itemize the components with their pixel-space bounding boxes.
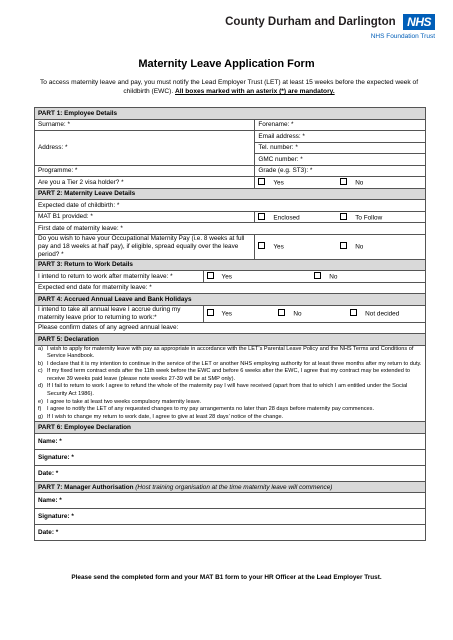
declaration-item: e) I agree to take at least two weeks compulsory maternity leave.: [38, 398, 202, 405]
checkbox-icon[interactable]: [340, 242, 347, 249]
intro-body: To access maternity leave and pay, you must notify the Lead Employer Trust (LET) at least 15 weeks before the expected week of childbirth (EWC).: [39, 79, 419, 95]
tier2-yes-option[interactable]: [258, 178, 340, 187]
return-options: [203, 271, 425, 283]
ocp-yes-option[interactable]: [258, 242, 340, 251]
checkbox-icon[interactable]: [258, 213, 265, 220]
footer-instruction: Please send the completed form and your MAT B1 form to your HR Officer at the Lead Employer Trust.: [71, 574, 382, 581]
employee-signature-field[interactable]: Signature: *: [35, 449, 426, 465]
checkbox-icon[interactable]: [340, 213, 347, 220]
part2-heading: PART 2: Maternity Leave Details: [35, 188, 426, 200]
part5-heading: PART 5: Declaration: [35, 334, 426, 346]
yes-label: Yes: [221, 273, 232, 281]
accrue-question: I intend to take all annual leave I accrue during my maternity leave prior to returning to work:*: [35, 305, 204, 322]
declaration-item: c) If my fixed term contract ends after the 11th week before the EWC and before 6 weeks after the EWC, I agree that my contract may be extended to receive 39 weeks paid leave (please note weeks 27-39 will be at SMP only).: [38, 368, 411, 382]
declaration-item: f) I agree to notify the LET of any requested changes to my pay arrangements no later than 28 days before maternity pay commences.: [38, 406, 375, 413]
grade-field[interactable]: Grade (e.g. ST3): *: [255, 165, 426, 177]
accrue-yes-option[interactable]: [207, 309, 279, 318]
application-form: [34, 107, 426, 541]
yes-label: Yes: [273, 179, 284, 187]
accrue-no-option[interactable]: [278, 309, 350, 318]
enclosed-label: Enclosed: [273, 214, 300, 221]
yes-label: Yes: [221, 310, 232, 318]
tier2-options: [255, 177, 426, 189]
gmc-field[interactable]: GMC number: *: [255, 154, 426, 166]
not-decided-label: Not decided: [365, 310, 400, 318]
matb1-enclosed-option[interactable]: [258, 213, 340, 222]
matb1-options: [255, 211, 426, 223]
intro-text: [30, 78, 428, 96]
declaration-item: g) If I wish to change my return to work date, I agree to give at least 28 days’ notice of the change.: [38, 413, 284, 420]
checkbox-icon[interactable]: [278, 309, 285, 316]
matb1-question: MAT B1 provided: *: [35, 211, 255, 223]
checkbox-icon[interactable]: [207, 272, 214, 279]
part6-heading: PART 6: Employee Declaration: [35, 422, 426, 434]
accrue-options: [203, 305, 425, 322]
childbirth-date-field[interactable]: Expected date of childbirth: *: [35, 200, 426, 212]
email-field[interactable]: Email address: *: [255, 131, 426, 143]
intro-mandatory-note: All boxes marked with an asterix (*) are mandatory.: [175, 88, 335, 95]
nhs-logo: NHS: [403, 14, 435, 30]
org-name: County Durham and Darlington: [225, 16, 396, 28]
declaration-list: [35, 345, 426, 422]
matb1-to-follow-option[interactable]: [340, 213, 422, 222]
annual-leave-dates-field[interactable]: Please confirm dates of any agreed annual leave:: [35, 322, 426, 334]
first-leave-date-field[interactable]: First date of maternity leave: *: [35, 223, 426, 235]
part4-heading: PART 4: Accrued Annual Leave and Bank Holidays: [35, 294, 426, 306]
tel-field[interactable]: Tel. number: *: [255, 142, 426, 154]
manager-name-field[interactable]: Name: *: [35, 493, 426, 509]
return-question: I intend to return to work after maternity leave: *: [35, 271, 204, 283]
return-no-option[interactable]: [314, 272, 422, 281]
no-label: No: [355, 243, 364, 251]
checkbox-icon[interactable]: [258, 242, 265, 249]
manager-date-field[interactable]: Date: *: [35, 525, 426, 541]
part7-heading: [35, 481, 426, 493]
checkbox-icon[interactable]: [314, 272, 321, 279]
ocp-no-option[interactable]: [340, 242, 422, 251]
part3-heading: PART 3: Return to Work Details: [35, 259, 426, 271]
manager-signature-field[interactable]: Signature: *: [35, 509, 426, 525]
end-date-field[interactable]: Expected end date for maternity leave: *: [35, 282, 426, 294]
no-label: No: [329, 273, 338, 281]
no-label: No: [355, 179, 364, 187]
to-follow-label: To Follow: [355, 214, 383, 221]
return-yes-option[interactable]: [207, 272, 315, 281]
declaration-item: d) If I fail to return to work I agree to refund the whole of the maternity pay I will have received (apart from that to which I am entitled under the Social Security Act 1986).: [38, 383, 408, 398]
checkbox-icon[interactable]: [207, 309, 214, 316]
address-field[interactable]: Address: *: [35, 131, 255, 166]
accrue-not-decided-option[interactable]: [350, 309, 422, 318]
tier2-question: Are you a Tier 2 visa holder? *: [35, 177, 255, 189]
part1-heading: PART 1: Employee Details: [35, 108, 426, 120]
tier2-no-option[interactable]: [340, 178, 422, 187]
declaration-item: b) I declare that it is my intention to continue in the service of the LET or another NHS employing authority for at least three months after my return to duty.: [38, 360, 422, 367]
checkbox-icon[interactable]: [258, 178, 265, 185]
employee-date-field[interactable]: Date: *: [35, 465, 426, 481]
programme-field[interactable]: Programme: *: [35, 165, 255, 177]
ocp-options: [255, 234, 426, 259]
part7-heading-note: (Host training organisation at the time maternity leave will commence): [135, 483, 333, 491]
checkbox-icon[interactable]: [350, 309, 357, 316]
yes-label: Yes: [273, 243, 284, 251]
part7-heading-text: PART 7: Manager Authorisation: [38, 483, 134, 491]
forename-field[interactable]: Forename: *: [255, 119, 426, 131]
org-subtitle: NHS Foundation Trust: [370, 33, 435, 40]
page-title: Maternity Leave Application Form: [138, 58, 315, 70]
ocp-question: Do you wish to have your Occupational Maternity Pay (i.e. 8 weeks at full pay and 18 weeks at half pay), if eligible, spread equally over the leave period? *: [35, 234, 255, 259]
page-header: [225, 14, 435, 40]
declaration-item: a) I wish to apply for maternity leave with pay as appropriate in accordance with the LET’s Parental Leave Policy and the NHS Terms and Conditions of Service Handbook.: [38, 345, 414, 360]
surname-field[interactable]: Surname: *: [35, 119, 255, 131]
no-label: No: [293, 310, 302, 318]
employee-name-field[interactable]: Name: *: [35, 433, 426, 449]
checkbox-icon[interactable]: [340, 178, 347, 185]
